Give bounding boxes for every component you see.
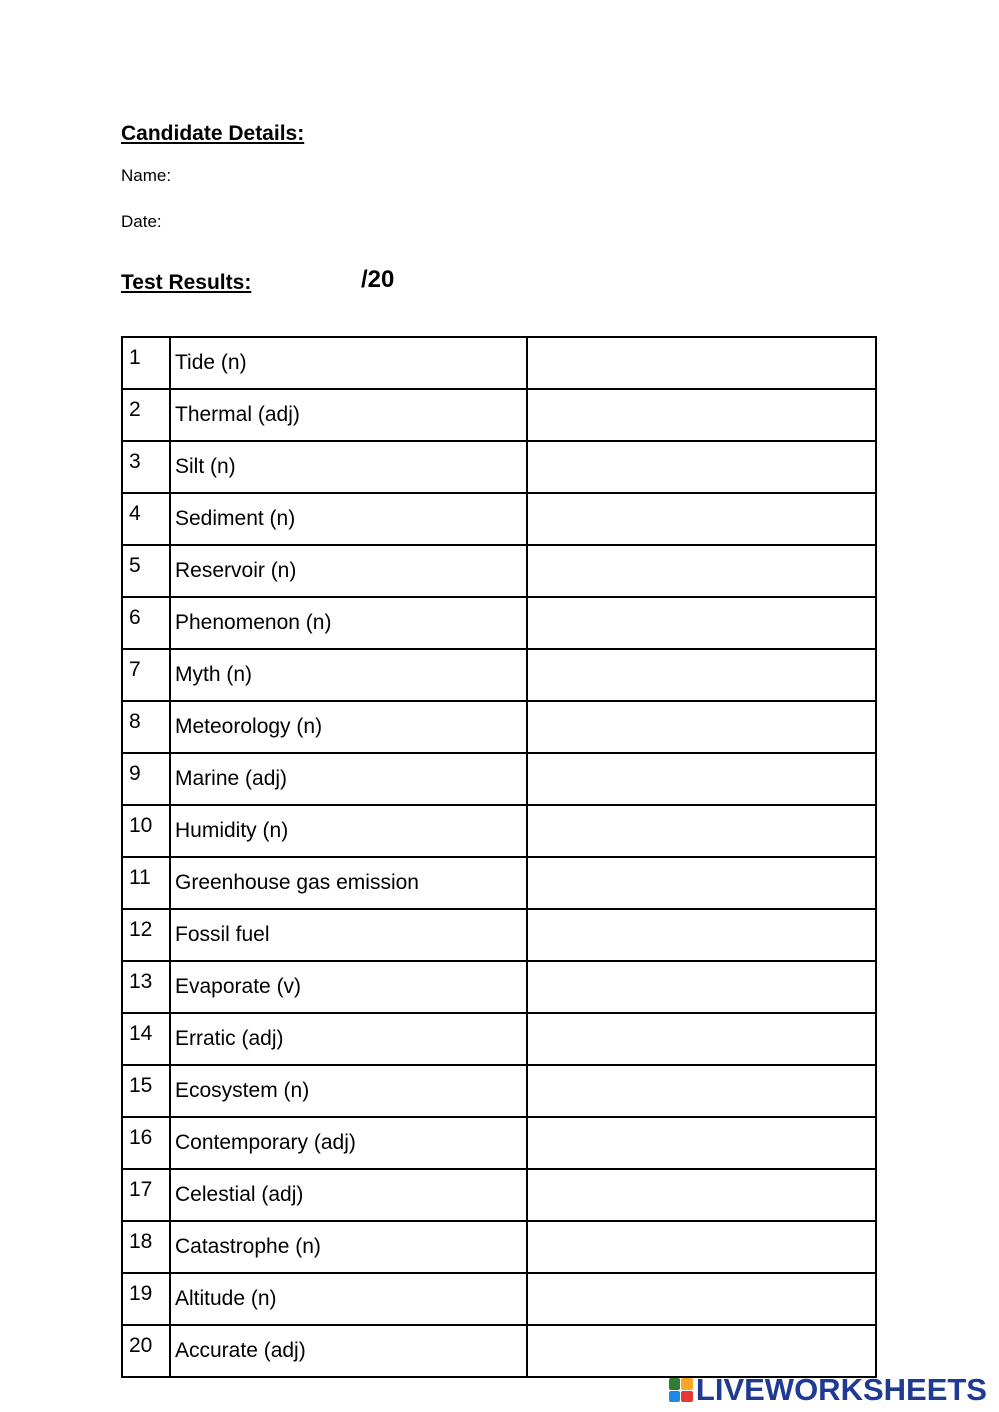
answer-field[interactable]	[527, 337, 876, 389]
vocab-word: Reservoir (n)	[170, 545, 527, 597]
vocab-word: Catastrophe (n)	[170, 1221, 527, 1273]
vocab-word: Humidity (n)	[170, 805, 527, 857]
table-row	[122, 1169, 876, 1221]
vocab-word: Tide (n)	[170, 337, 527, 389]
table-row	[122, 961, 876, 1013]
vocabulary-table	[121, 336, 877, 1378]
table-row	[122, 1013, 876, 1065]
answer-field[interactable]	[527, 441, 876, 493]
table-row	[122, 1221, 876, 1273]
table-row	[122, 597, 876, 649]
vocab-word: Accurate (adj)	[170, 1325, 527, 1377]
table-row	[122, 389, 876, 441]
table-row	[122, 1065, 876, 1117]
table-row	[122, 1273, 876, 1325]
vocab-word: Contemporary (adj)	[170, 1117, 527, 1169]
item-number: 10	[122, 805, 170, 857]
vocab-word: Evaporate (v)	[170, 961, 527, 1013]
answer-field[interactable]	[527, 1117, 876, 1169]
item-number: 20	[122, 1325, 170, 1377]
table-row	[122, 1117, 876, 1169]
liveworksheets-logo-icon	[669, 1378, 693, 1402]
table-row	[122, 1325, 876, 1377]
vocab-word: Fossil fuel	[170, 909, 527, 961]
answer-field[interactable]	[527, 493, 876, 545]
table-row	[122, 493, 876, 545]
vocab-word: Silt (n)	[170, 441, 527, 493]
date-label: Date:	[121, 212, 162, 231]
table-row	[122, 805, 876, 857]
name-label: Name:	[121, 166, 172, 185]
answer-field[interactable]	[527, 389, 876, 441]
item-number: 19	[122, 1273, 170, 1325]
item-number: 2	[122, 389, 170, 441]
vocab-word: Meteorology (n)	[170, 701, 527, 753]
item-number: 4	[122, 493, 170, 545]
answer-field[interactable]	[527, 857, 876, 909]
vocab-word: Celestial (adj)	[170, 1169, 527, 1221]
brand-wordmark: LIVEWORKSHEETS	[695, 1372, 987, 1407]
test-results-heading: Test Results:	[121, 271, 252, 294]
vocab-word: Erratic (adj)	[170, 1013, 527, 1065]
item-number: 5	[122, 545, 170, 597]
answer-field[interactable]	[527, 597, 876, 649]
item-number: 18	[122, 1221, 170, 1273]
item-number: 8	[122, 701, 170, 753]
answer-field[interactable]	[527, 805, 876, 857]
answer-field[interactable]	[527, 701, 876, 753]
answer-field[interactable]	[527, 1013, 876, 1065]
item-number: 1	[122, 337, 170, 389]
answer-field[interactable]	[527, 1273, 876, 1325]
answer-field[interactable]	[527, 1169, 876, 1221]
vocab-word: Greenhouse gas emission	[170, 857, 527, 909]
answer-field[interactable]	[527, 545, 876, 597]
vocab-word: Ecosystem (n)	[170, 1065, 527, 1117]
answer-field[interactable]	[527, 909, 876, 961]
item-number: 15	[122, 1065, 170, 1117]
vocab-word: Altitude (n)	[170, 1273, 527, 1325]
item-number: 11	[122, 857, 170, 909]
vocab-word: Phenomenon (n)	[170, 597, 527, 649]
liveworksheets-brand	[669, 1372, 987, 1408]
answer-field[interactable]	[527, 961, 876, 1013]
vocab-word: Sediment (n)	[170, 493, 527, 545]
item-number: 16	[122, 1117, 170, 1169]
answer-field[interactable]	[527, 649, 876, 701]
table-row	[122, 649, 876, 701]
candidate-details-heading: Candidate Details:	[121, 122, 305, 145]
answer-field[interactable]	[527, 1065, 876, 1117]
table-row	[122, 753, 876, 805]
item-number: 3	[122, 441, 170, 493]
table-row	[122, 701, 876, 753]
answer-field[interactable]	[527, 753, 876, 805]
table-row	[122, 545, 876, 597]
vocab-word: Myth (n)	[170, 649, 527, 701]
table-row	[122, 857, 876, 909]
item-number: 14	[122, 1013, 170, 1065]
item-number: 17	[122, 1169, 170, 1221]
item-number: 9	[122, 753, 170, 805]
table-row	[122, 909, 876, 961]
table-row	[122, 337, 876, 389]
item-number: 7	[122, 649, 170, 701]
item-number: 13	[122, 961, 170, 1013]
answer-field[interactable]	[527, 1325, 876, 1377]
item-number: 6	[122, 597, 170, 649]
item-number: 12	[122, 909, 170, 961]
table-row	[122, 441, 876, 493]
score-total: /20	[361, 266, 395, 293]
vocab-word: Marine (adj)	[170, 753, 527, 805]
vocab-word: Thermal (adj)	[170, 389, 527, 441]
answer-field[interactable]	[527, 1221, 876, 1273]
